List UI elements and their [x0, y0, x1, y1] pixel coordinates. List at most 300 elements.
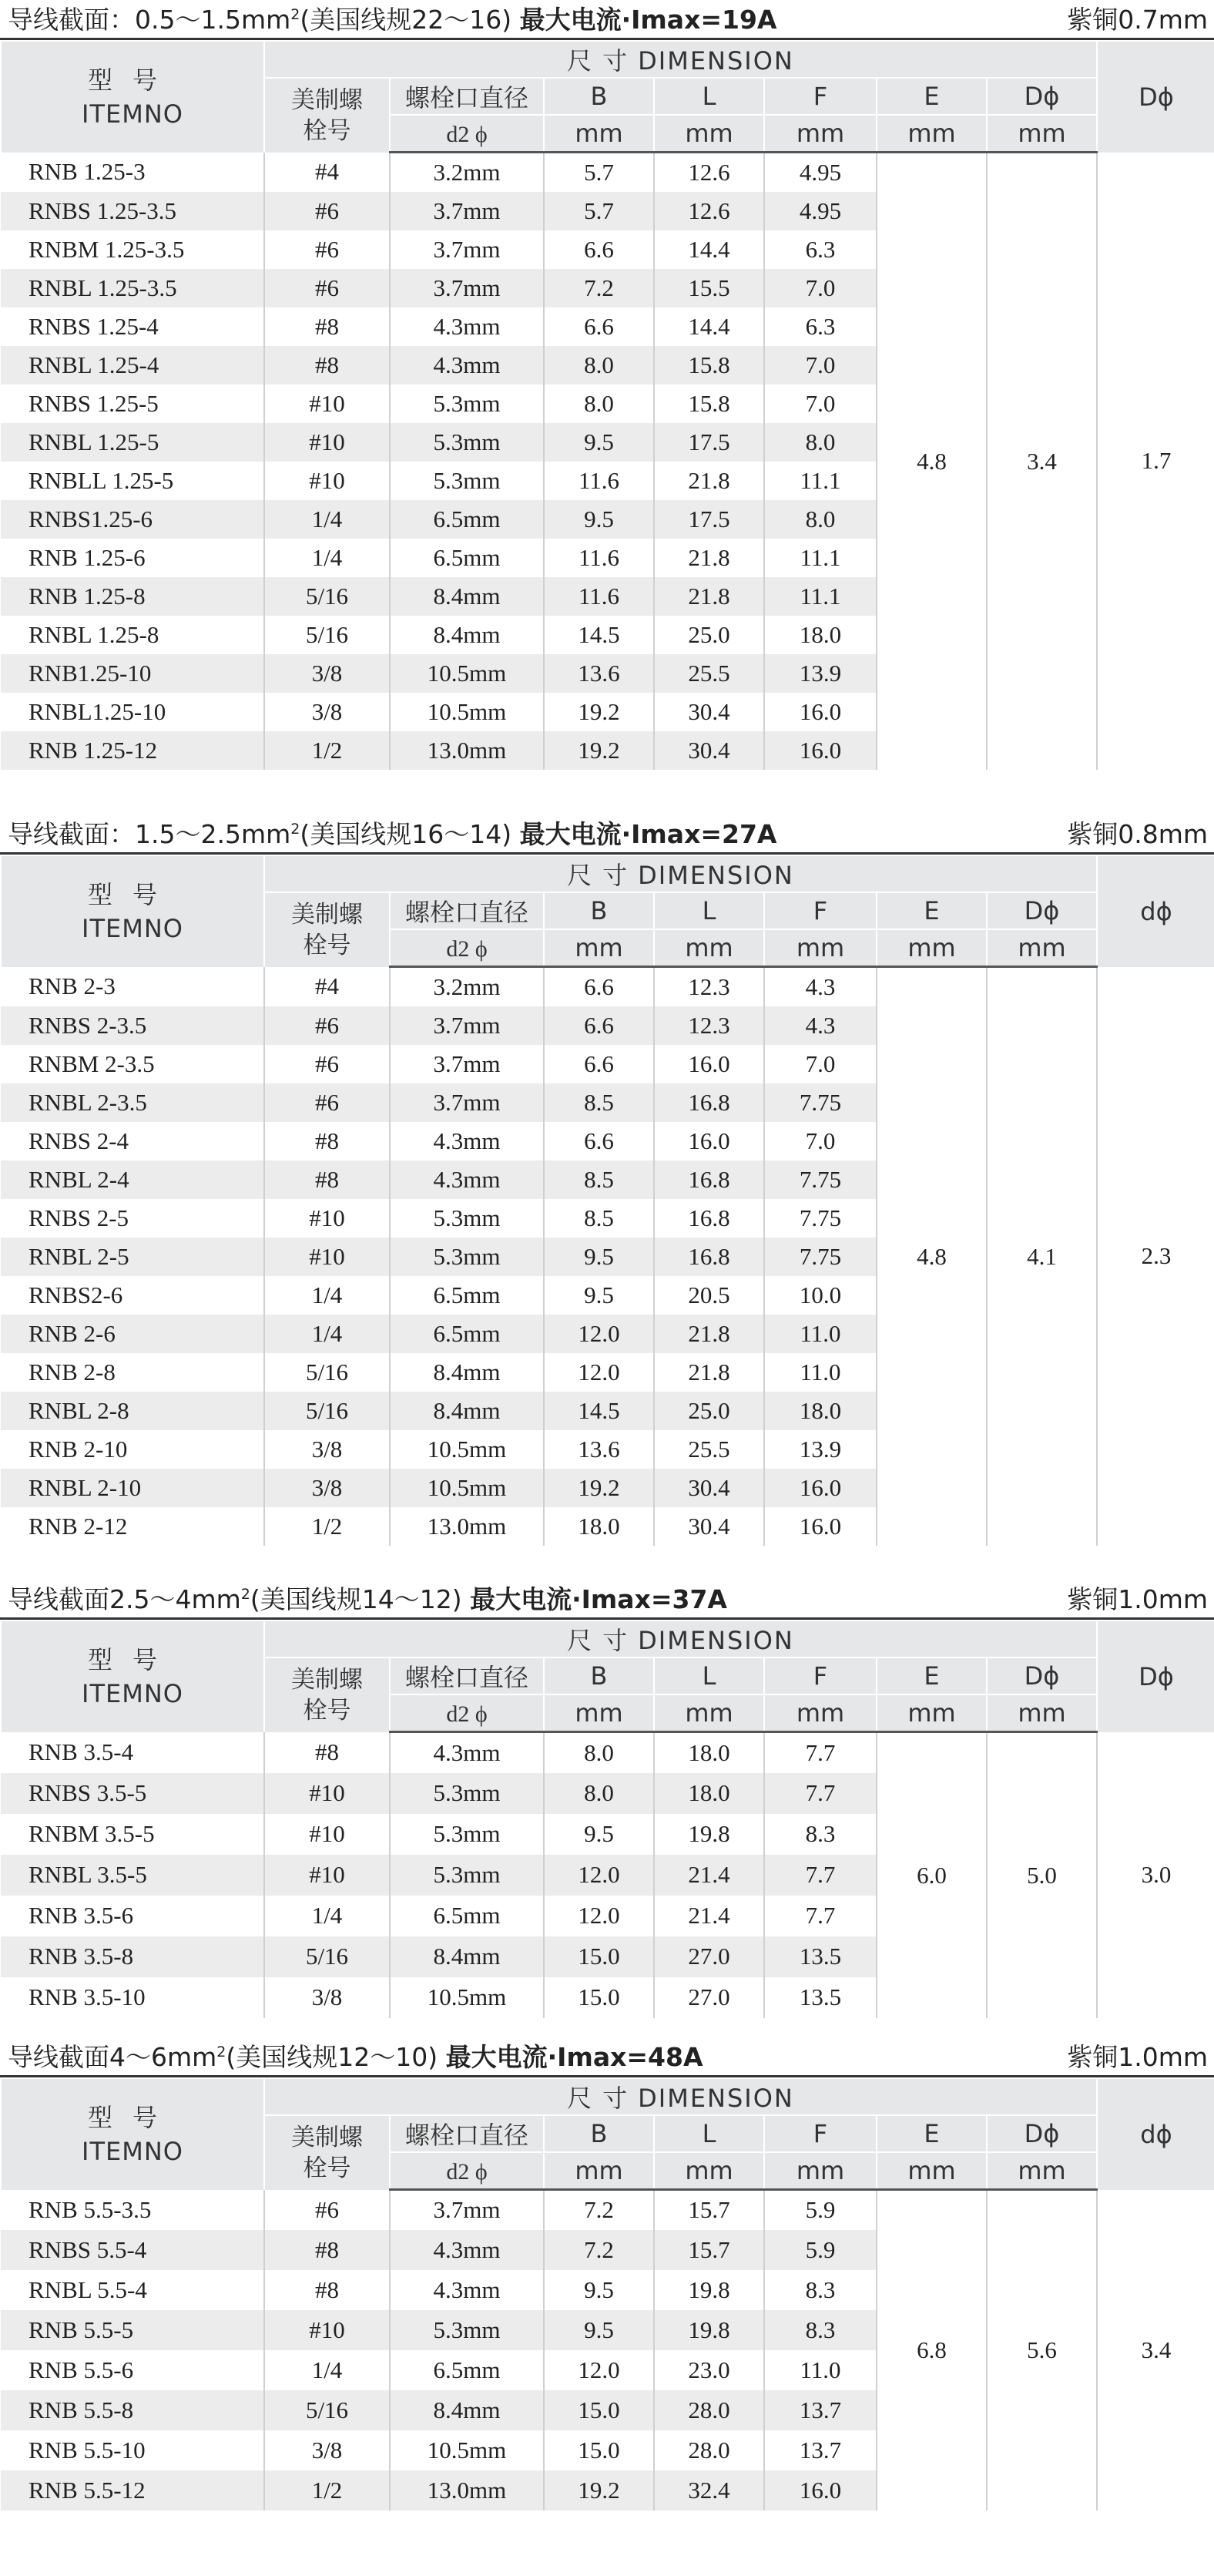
f-cell: 7.0 [764, 385, 877, 423]
b-cell: 12.0 [544, 1855, 654, 1896]
bolt-size-header: 美制螺 栓号 [264, 2115, 390, 2190]
b-header: B [544, 78, 654, 115]
b-cell: 13.6 [544, 654, 654, 693]
bolt-diameter-cell: 5.3mm [390, 1855, 544, 1896]
e-header: E [877, 892, 987, 929]
l-cell: 15.7 [654, 2190, 764, 2230]
f-cell: 5.9 [764, 2190, 877, 2230]
model-cell: RNBM 1.25-3.5 [29, 236, 185, 263]
unit-mm: mm [764, 2152, 877, 2190]
l-cell: 12.6 [654, 153, 764, 193]
b-cell: 14.5 [544, 1392, 654, 1430]
f-cell: 4.3 [764, 967, 877, 1007]
b-cell: 8.5 [544, 1083, 654, 1122]
b-cell: 19.2 [544, 693, 654, 731]
l-cell: 19.8 [654, 2310, 764, 2350]
bolt-diameter-cell: 4.3mm [390, 2230, 544, 2270]
bolt-diameter-cell: 5.3mm [390, 2310, 544, 2350]
table-row [1, 1732, 1214, 1773]
l-cell: 16.0 [654, 1045, 764, 1083]
bolt-size-cell: 5/16 [264, 577, 390, 616]
bolt-diameter-header: 螺栓口直径 [390, 1657, 544, 1694]
l-cell: 17.5 [654, 423, 764, 462]
bolt-diameter-cell: 8.4mm [390, 616, 544, 654]
section-title: 导线截面：$1.5\sim 2.5mm^2$(美国线规16～14) 最大电流·Imax=27A [8, 819, 777, 849]
model-cell: RNBS 3.5-5 [1, 1773, 264, 1814]
b-cell: 14.5 [544, 616, 654, 654]
bolt-diameter-cell: 4.3mm [390, 2270, 544, 2310]
b-cell: 8.0 [544, 385, 654, 423]
l-cell: 25.5 [654, 654, 764, 693]
e-header: E [877, 2115, 987, 2152]
f-cell: 13.9 [764, 1430, 877, 1469]
bolt-size-cell: #8 [264, 1160, 390, 1199]
f-cell: 7.7 [764, 1855, 877, 1896]
bolt-size-cell: 5/16 [264, 1392, 390, 1430]
last-phi-value: 3.4 [1097, 2190, 1214, 2511]
bolt-size-cell: #8 [264, 307, 390, 346]
l-cell: 21.4 [654, 1855, 764, 1896]
unit-mm: mm [544, 2152, 654, 2190]
model-cell: RNBL 2-5 [1, 1238, 264, 1276]
f-cell: 4.3 [764, 1006, 877, 1045]
bolt-diameter-header: 螺栓口直径 [390, 892, 544, 929]
max-current: 最大电流·Imax=27A [519, 819, 777, 849]
f-cell: 11.0 [764, 1353, 877, 1392]
model-cell: RNBL 1.25-5 [1, 423, 264, 462]
f-cell: 10.0 [764, 1276, 877, 1315]
bolt-size-cell: 1/4 [264, 1315, 390, 1353]
model-cell: RNB 2-12 [29, 1513, 128, 1540]
spec-table [0, 2077, 1214, 2511]
f-cell: 16.0 [764, 693, 877, 731]
l-cell: 30.4 [654, 693, 764, 731]
f-cell: 18.0 [764, 1392, 877, 1430]
f-cell: 13.7 [764, 2390, 877, 2430]
unit-mm: mm [544, 115, 654, 153]
bolt-diameter-cell: 5.3mm [390, 1199, 544, 1238]
l-cell: 21.8 [654, 1315, 764, 1353]
material-spec: 紫铜1.0mm [1067, 2042, 1208, 2072]
model-cell: RNB 2-6 [1, 1315, 264, 1353]
dimension-header: 尺寸DIMENSION [264, 2078, 1097, 2115]
bolt-size-cell: #6 [264, 2190, 390, 2230]
bolt-diameter-cell: 3.2mm [390, 153, 544, 193]
f-header: F [764, 2115, 877, 2152]
l-cell: 16.0 [654, 1122, 764, 1160]
spec-section-1 [0, 0, 1214, 814]
unit-mm: mm [764, 1694, 877, 1732]
last-phi-value: 3.0 [1097, 1732, 1214, 2018]
bolt-size-cell: #6 [264, 230, 390, 269]
model-header: 型号 ITEMNO [1, 855, 264, 967]
bolt-size-cell: 3/8 [264, 2430, 390, 2470]
bolt-diameter-cell: 3.7mm [390, 192, 544, 230]
l-cell: 28.0 [654, 2430, 764, 2470]
model-cell: RNB 1.25-12 [1, 731, 264, 770]
l-cell: 19.8 [654, 2270, 764, 2310]
bolt-diameter-cell: 10.5mm [390, 654, 544, 693]
unit-mm: mm [987, 929, 1097, 967]
l-cell: 16.8 [654, 1083, 764, 1122]
bolt-size-cell: #10 [264, 423, 390, 462]
material-spec: 紫铜0.7mm [1067, 5, 1208, 35]
b-cell: 6.6 [544, 307, 654, 346]
f-cell: 11.0 [764, 2350, 877, 2390]
b-cell: 6.6 [544, 967, 654, 1007]
bolt-size-cell: #4 [264, 153, 390, 193]
bolt-size-cell: 3/8 [264, 1469, 390, 1507]
unit-mm: mm [764, 929, 877, 967]
model-cell: RNBM 2-3.5 [29, 1050, 155, 1077]
bolt-diameter-header: 螺栓口直径 [390, 2115, 544, 2152]
bolt-diameter-cell: 3.7mm [390, 230, 544, 269]
bolt-size-cell: #6 [264, 269, 390, 307]
b-cell: 6.6 [544, 230, 654, 269]
model-cell: RNBS 2-4 [29, 1127, 129, 1154]
bolt-size-cell: #6 [264, 192, 390, 230]
d-value: 5.0 [987, 1732, 1097, 2018]
bolt-diameter-cell: 3.7mm [390, 2190, 544, 2230]
unit-mm: mm [654, 2152, 764, 2190]
l-cell: 16.8 [654, 1238, 764, 1276]
model-cell: RNBL 2-8 [1, 1392, 264, 1430]
material-spec: 紫铜0.8mm [1067, 819, 1208, 849]
l-cell: 12.3 [654, 1006, 764, 1045]
bolt-size-cell: #10 [264, 1814, 390, 1855]
model-cell: RNBL 3.5-5 [1, 1855, 264, 1896]
f-cell: 7.75 [764, 1160, 877, 1199]
b-cell: 12.0 [544, 1896, 654, 1936]
bolt-diameter-cell: 10.5mm [390, 693, 544, 731]
bolt-size-cell: 1/4 [264, 1896, 390, 1936]
bolt-diameter-cell: 4.3mm [390, 1122, 544, 1160]
b-cell: 15.0 [544, 1936, 654, 1977]
l-cell: 12.6 [654, 192, 764, 230]
dimension-header: 尺寸DIMENSION [264, 855, 1097, 892]
bolt-size-cell: 5/16 [264, 1936, 390, 1977]
model-cell: RNB 3.5-8 [1, 1936, 264, 1977]
b-cell: 6.6 [544, 1122, 654, 1160]
f-cell: 7.0 [764, 269, 877, 307]
bolt-size-cell: 1/4 [264, 500, 390, 539]
model-cell: RNBS 5.5-4 [1, 2230, 264, 2270]
b-cell: 9.5 [544, 500, 654, 539]
b-cell: 15.0 [544, 1977, 654, 2018]
bolt-diameter-cell: 8.4mm [390, 577, 544, 616]
b-cell: 18.0 [544, 1507, 654, 1546]
f-cell: 11.1 [764, 462, 877, 500]
section-title-bar [0, 814, 1214, 855]
b-cell: 7.2 [544, 2190, 654, 2230]
bolt-size-cell: 1/2 [264, 2470, 390, 2511]
b-header: B [544, 892, 654, 929]
bolt-diameter-cell: 13.0mm [390, 2470, 544, 2511]
b-cell: 7.2 [544, 269, 654, 307]
l-cell: 23.0 [654, 2350, 764, 2390]
bolt-size-cell: #10 [264, 1238, 390, 1276]
l-cell: 25.0 [654, 616, 764, 654]
model-cell: RNB 1.25-6 [29, 544, 146, 571]
b-cell: 8.0 [544, 1732, 654, 1773]
bolt-size-cell: 5/16 [264, 1353, 390, 1392]
bolt-diameter-cell: 6.5mm [390, 1315, 544, 1353]
bolt-diameter-cell: 3.7mm [390, 1006, 544, 1045]
model-cell: RNBL 2-4 [1, 1160, 264, 1199]
bolt-diameter-header: 螺栓口直径 [390, 78, 544, 115]
d-value: 5.6 [987, 2190, 1097, 2511]
f-cell: 8.3 [764, 1814, 877, 1855]
f-cell: 7.0 [764, 1122, 877, 1160]
model-cell: RNB 3.5-4 [29, 1738, 134, 1765]
bolt-size-cell: 1/4 [264, 539, 390, 577]
model-cell: RNB 2-3 [29, 972, 116, 1000]
f-cell: 8.3 [764, 2310, 877, 2350]
bolt-size-cell: #10 [264, 1855, 390, 1896]
max-current: 最大电流·Imax=19A [519, 5, 777, 35]
bolt-size-cell: #8 [264, 2230, 390, 2270]
bolt-size-header: 美制螺 栓号 [264, 78, 390, 153]
bolt-size-cell: 3/8 [264, 1977, 390, 2018]
bolt-diameter-cell: 8.4mm [390, 1392, 544, 1430]
unit-mm: mm [544, 1694, 654, 1732]
bolt-diameter-cell: 6.5mm [390, 1276, 544, 1315]
f-header: F [764, 78, 877, 115]
last-phi-header: dϕ [1097, 2078, 1214, 2190]
l-cell: 15.7 [654, 2230, 764, 2270]
b-cell: 6.6 [544, 1045, 654, 1083]
l-cell: 27.0 [654, 1936, 764, 1977]
l-cell: 27.0 [654, 1977, 764, 2018]
l-cell: 21.8 [654, 1353, 764, 1392]
model-cell: RNBS 1.25-4 [29, 313, 159, 340]
f-cell: 7.7 [764, 1773, 877, 1814]
bolt-diameter-cell: 3.7mm [390, 1083, 544, 1122]
model-cell: RNBL1.25-10 [29, 698, 166, 725]
e-header: E [877, 1657, 987, 1694]
l-cell: 32.4 [654, 2470, 764, 2511]
model-cell: RNB 5.5-8 [1, 2390, 264, 2430]
model-cell: RNBL 1.25-8 [29, 621, 159, 648]
b-cell: 9.5 [544, 423, 654, 462]
l-cell: 16.8 [654, 1199, 764, 1238]
spec-table [0, 1620, 1214, 2018]
model-cell: RNBS 1.25-3.5 [1, 192, 264, 230]
table-row [1, 967, 1214, 1007]
b-header: B [544, 1657, 654, 1694]
d-phi-header: Dϕ [987, 892, 1097, 929]
b-cell: 11.6 [544, 577, 654, 616]
last-phi-value: 1.7 [1097, 153, 1214, 771]
f-cell: 4.95 [764, 153, 877, 193]
b-cell: 8.0 [544, 346, 654, 385]
l-cell: 25.0 [654, 1392, 764, 1430]
bolt-size-cell: 1/4 [264, 2350, 390, 2390]
f-cell: 16.0 [764, 1507, 877, 1546]
b-cell: 12.0 [544, 1315, 654, 1353]
bolt-size-cell: 1/4 [264, 1276, 390, 1315]
section-title: 导线截面$2.5\sim 4mm^2$(美国线规14～12) 最大电流·Imax=37A [8, 1584, 727, 1614]
f-cell: 7.7 [764, 1896, 877, 1936]
spec-table [0, 40, 1214, 770]
l-cell: 21.4 [654, 1896, 764, 1936]
model-header: 型号 ITEMNO [1, 1620, 264, 1732]
bolt-size-cell: 5/16 [264, 616, 390, 654]
model-cell: RNB 3.5-10 [29, 1983, 146, 2010]
b-cell: 9.5 [544, 1814, 654, 1855]
l-cell: 21.8 [654, 539, 764, 577]
model-cell: RNB 5.5-10 [29, 2436, 146, 2463]
d2-unit-header: d2 ϕ [390, 1694, 544, 1732]
bolt-size-cell: #6 [264, 1083, 390, 1122]
bolt-size-cell: #10 [264, 1773, 390, 1814]
f-cell: 13.7 [764, 2430, 877, 2470]
b-cell: 12.0 [544, 1353, 654, 1392]
bolt-diameter-cell: 5.3mm [390, 1238, 544, 1276]
bolt-size-header: 美制螺 栓号 [264, 892, 390, 967]
bolt-size-cell: #10 [264, 385, 390, 423]
bolt-diameter-cell: 4.3mm [390, 307, 544, 346]
d-value: 3.4 [987, 153, 1097, 771]
f-cell: 8.0 [764, 423, 877, 462]
l-cell: 16.8 [654, 1160, 764, 1199]
f-cell: 7.0 [764, 346, 877, 385]
bolt-diameter-cell: 3.2mm [390, 967, 544, 1007]
model-cell: RNB 1.25-3 [29, 158, 146, 186]
f-cell: 18.0 [764, 616, 877, 654]
bolt-size-cell: #8 [264, 346, 390, 385]
f-cell: 13.5 [764, 1977, 877, 2018]
f-cell: 4.95 [764, 192, 877, 230]
b-cell: 15.0 [544, 2390, 654, 2430]
bolt-diameter-cell: 5.3mm [390, 1814, 544, 1855]
bolt-diameter-cell: 10.5mm [390, 2430, 544, 2470]
model-cell: RNB 2-8 [29, 1359, 116, 1385]
dimension-header: 尺寸DIMENSION [264, 1620, 1097, 1657]
last-phi-value: 2.3 [1097, 967, 1214, 1547]
f-header: F [764, 1657, 877, 1694]
model-cell: RNB1.25-10 [1, 654, 264, 693]
f-cell: 11.1 [764, 577, 877, 616]
unit-mm: mm [877, 929, 987, 967]
d-phi-header: Dϕ [987, 1657, 1097, 1694]
b-cell: 9.5 [544, 1276, 654, 1315]
bolt-diameter-cell: 5.3mm [390, 462, 544, 500]
e-value: 4.8 [877, 967, 987, 1547]
section-title-bar [0, 1580, 1214, 1620]
f-cell: 6.3 [764, 230, 877, 269]
b-cell: 15.0 [544, 2430, 654, 2470]
bolt-diameter-cell: 6.5mm [390, 2350, 544, 2390]
f-cell: 8.0 [764, 500, 877, 539]
bolt-diameter-cell: 8.4mm [390, 2390, 544, 2430]
f-cell: 7.75 [764, 1083, 877, 1122]
bolt-diameter-cell: 10.5mm [390, 1469, 544, 1507]
model-cell: RNB 3.5-6 [29, 1902, 134, 1929]
b-cell: 11.6 [544, 539, 654, 577]
l-cell: 20.5 [654, 1276, 764, 1315]
f-cell: 7.75 [764, 1238, 877, 1276]
bolt-diameter-cell: 13.0mm [390, 1507, 544, 1546]
spec-section-3 [0, 1580, 1214, 2037]
dimension-header: 尺寸DIMENSION [264, 41, 1097, 78]
bolt-diameter-cell: 4.3mm [390, 346, 544, 385]
max-current: 最大电流·Imax=37A [470, 1584, 727, 1614]
bolt-diameter-cell: 5.3mm [390, 385, 544, 423]
spec-section-4 [0, 2037, 1214, 2576]
bolt-diameter-cell: 3.7mm [390, 269, 544, 307]
f-cell: 16.0 [764, 2470, 877, 2511]
l-cell: 21.8 [654, 577, 764, 616]
section-title-bar [0, 2037, 1214, 2077]
e-header: E [877, 78, 987, 115]
d2-unit-header: d2 ϕ [390, 2152, 544, 2190]
b-cell: 8.5 [544, 1160, 654, 1199]
model-cell: RNB 5.5-5 [1, 2310, 264, 2350]
f-cell: 16.0 [764, 1469, 877, 1507]
last-phi-header: Dϕ [1097, 1620, 1214, 1732]
bolt-size-cell: #10 [264, 2310, 390, 2350]
unit-mm: mm [877, 2152, 987, 2190]
section-title: 导线截面：$0.5\sim 1.5mm^2$(美国线规22～16) 最大电流·Imax=19A [8, 5, 777, 35]
bolt-size-cell: #8 [264, 1122, 390, 1160]
model-cell: RNBS2-6 [29, 1281, 123, 1308]
unit-mm: mm [877, 115, 987, 153]
l-cell: 15.8 [654, 346, 764, 385]
l-header: L [654, 2115, 764, 2152]
f-cell: 7.0 [764, 1045, 877, 1083]
l-cell: 17.5 [654, 500, 764, 539]
d-phi-header: Dϕ [987, 78, 1097, 115]
d-phi-header: Dϕ [987, 2115, 1097, 2152]
unit-mm: mm [654, 1694, 764, 1732]
table-row [1, 2190, 1214, 2230]
f-cell: 13.9 [764, 654, 877, 693]
bolt-size-cell: 3/8 [264, 1430, 390, 1469]
b-cell: 5.7 [544, 192, 654, 230]
model-cell: RNBL 2-3.5 [1, 1083, 264, 1122]
f-cell: 13.5 [764, 1936, 877, 1977]
b-cell: 7.2 [544, 2230, 654, 2270]
bolt-size-header: 美制螺 栓号 [264, 1657, 390, 1732]
f-cell: 5.9 [764, 2230, 877, 2270]
bolt-size-cell: #4 [264, 967, 390, 1007]
bolt-diameter-cell: 8.4mm [390, 1353, 544, 1392]
model-cell: RNBL 5.5-4 [29, 2275, 147, 2303]
l-header: L [654, 78, 764, 115]
l-header: L [654, 892, 764, 929]
d-value: 4.1 [987, 967, 1097, 1547]
l-cell: 14.4 [654, 230, 764, 269]
b-cell: 19.2 [544, 1469, 654, 1507]
l-cell: 30.4 [654, 1469, 764, 1507]
section-title: 导线截面$4\sim 6mm^2$(美国线规12～10) 最大电流·Imax=48A [8, 2042, 703, 2072]
unit-mm: mm [654, 115, 764, 153]
bolt-size-cell: 1/2 [264, 1507, 390, 1546]
l-cell: 15.5 [654, 269, 764, 307]
bolt-size-cell: #6 [264, 1006, 390, 1045]
b-cell: 8.5 [544, 1199, 654, 1238]
l-cell: 19.8 [654, 1814, 764, 1855]
model-cell: RNB 1.25-8 [1, 577, 264, 616]
e-value: 6.8 [877, 2190, 987, 2511]
model-cell: RNBS 2-3.5 [1, 1006, 264, 1045]
bolt-diameter-cell: 4.3mm [390, 1160, 544, 1199]
bolt-diameter-cell: 6.5mm [390, 500, 544, 539]
bolt-diameter-cell: 13.0mm [390, 731, 544, 770]
l-cell: 12.3 [654, 967, 764, 1007]
l-cell: 25.5 [654, 1430, 764, 1469]
